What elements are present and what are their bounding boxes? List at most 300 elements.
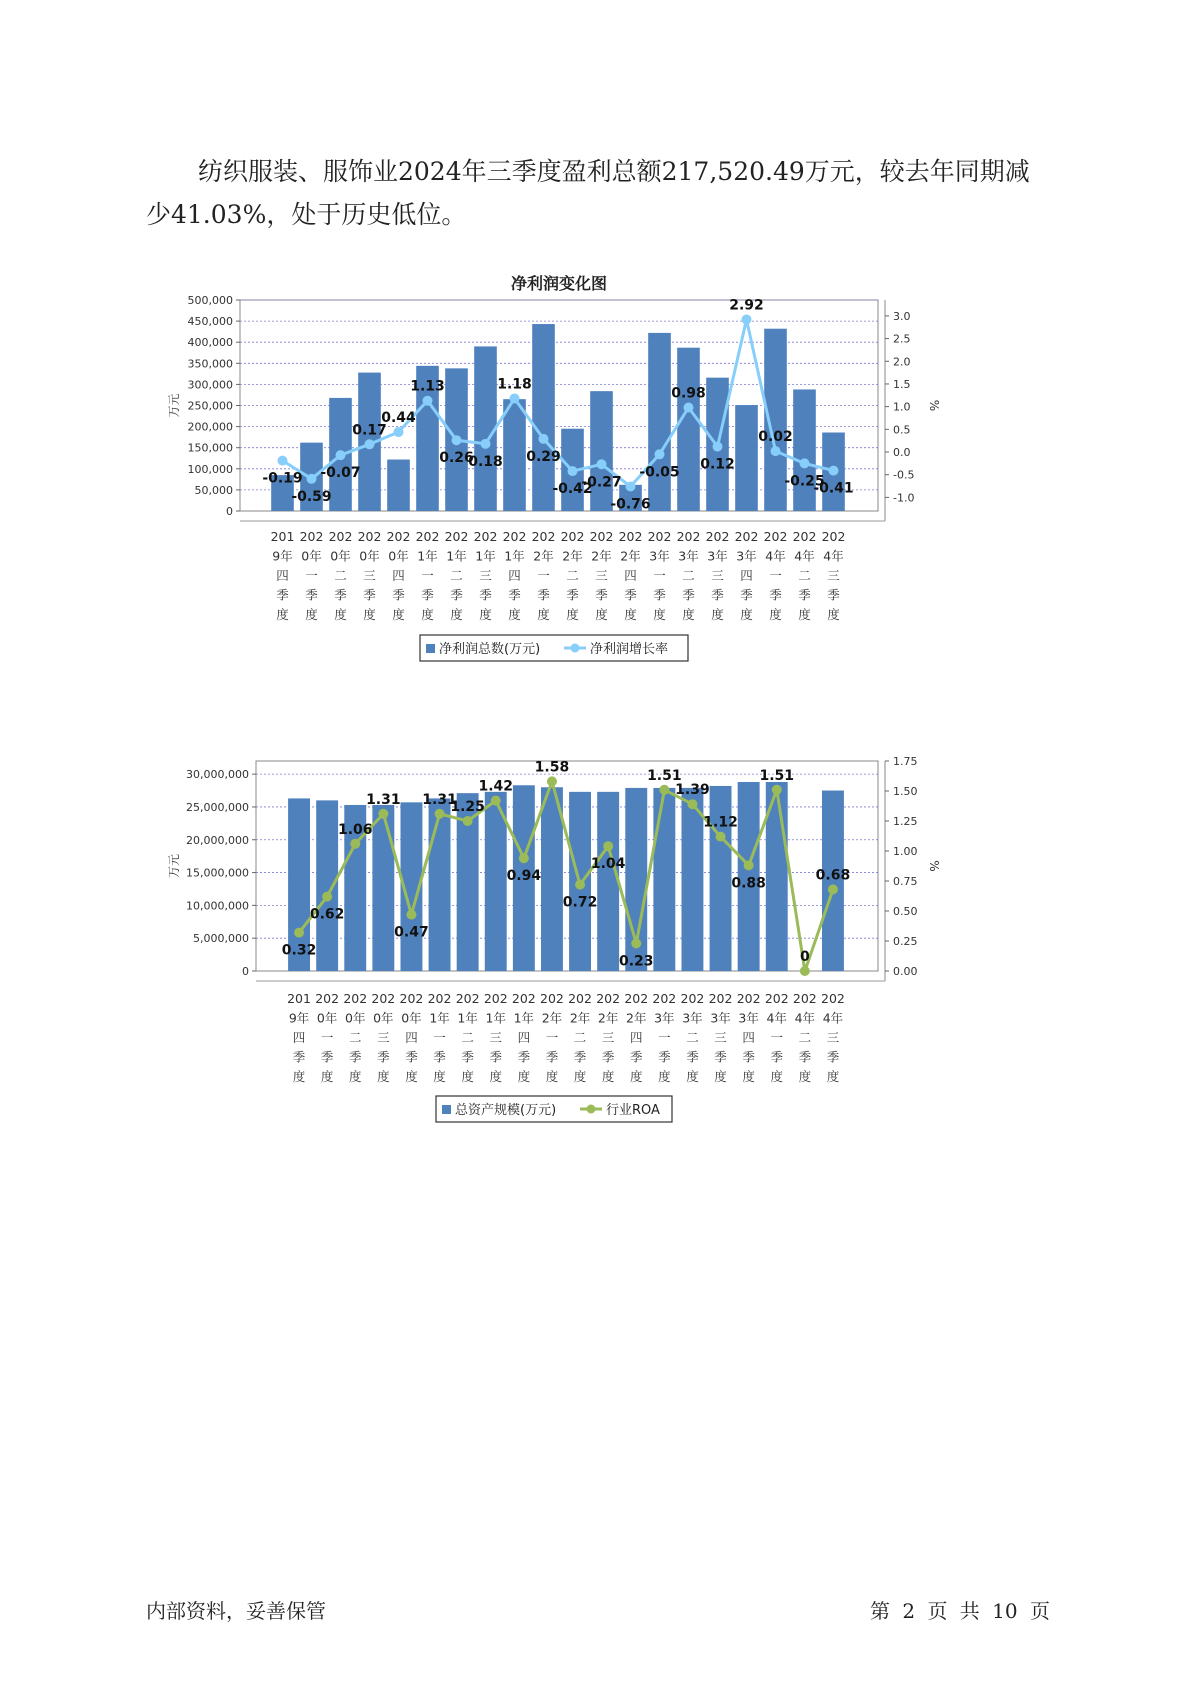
line-point [519, 853, 529, 863]
bar [677, 348, 700, 511]
y-tick-label: 450,000 [187, 315, 233, 329]
data-label: -0.05 [639, 464, 680, 481]
data-label: 0.32 [281, 942, 317, 959]
line-point [744, 860, 754, 870]
footer-page-number: 第 2 页 共 10 页 [870, 1599, 1050, 1623]
x-tick-label: 季 [770, 1049, 784, 1065]
x-tick-label: 季 [629, 1049, 643, 1065]
line-point [294, 928, 304, 938]
line-point [597, 459, 607, 469]
x-tick-label: 202 [483, 991, 508, 1006]
data-label: 1.51 [647, 767, 682, 784]
data-label: -0.76 [610, 496, 651, 513]
data-label: 1.51 [759, 767, 795, 784]
data-label: 0.47 [394, 924, 429, 941]
x-tick-label: 202 [589, 529, 614, 544]
line-point [510, 393, 520, 403]
x-tick-label: 二 [450, 568, 463, 583]
bar [316, 800, 338, 971]
x-tick-label: 4年 [822, 1010, 844, 1026]
x-tick-label: 0年 [316, 1010, 338, 1026]
x-tick-label: 202 [427, 991, 452, 1006]
legend-bar-label: 净利润总数(万元) [439, 642, 541, 657]
x-tick-label: 季 [508, 587, 521, 603]
x-tick-label: 度 [545, 1069, 559, 1084]
x-tick-label: 202 [455, 991, 480, 1006]
x-tick-label: 季 [292, 1049, 306, 1065]
x-tick-label: 三 [489, 1030, 503, 1045]
line-point [463, 816, 473, 826]
x-tick-label: 二 [573, 1030, 587, 1045]
x-tick-label: 4年 [766, 1010, 787, 1026]
x-tick-label: 度 [320, 1069, 334, 1084]
x-tick-label: 二 [682, 568, 695, 583]
x-tick-label: 3年 [738, 1010, 759, 1026]
x-tick-label: 季 [348, 1049, 362, 1065]
legend-bar-swatch [426, 644, 435, 653]
y2-tick-label: 1.75 [893, 755, 918, 768]
legend-line-marker [587, 1105, 596, 1114]
data-label: 0.17 [352, 422, 387, 439]
x-tick-label: 一 [658, 1030, 671, 1045]
x-tick-label: 季 [334, 587, 347, 603]
x-tick-label: 202 [328, 529, 353, 544]
x-tick-label: 四 [629, 1030, 643, 1045]
x-tick-label: 三 [479, 568, 492, 583]
x-tick-label: 三 [827, 568, 840, 583]
x-tick-label: 二 [461, 1030, 474, 1045]
line-point [800, 458, 810, 468]
bar [648, 333, 671, 511]
x-tick-label: 三 [711, 568, 724, 583]
y2-axis-label: % [927, 860, 941, 872]
y2-tick-label: 0.0 [893, 446, 911, 460]
x-tick-label: 季 [573, 1049, 587, 1065]
x-tick-label: 2年 [562, 548, 583, 564]
x-tick-label: 季 [545, 1049, 559, 1065]
y-tick-label: 0 [226, 505, 233, 518]
x-tick-label: 度 [827, 607, 840, 622]
x-tick-label: 202 [473, 529, 498, 544]
line-point [742, 315, 752, 325]
bar [735, 405, 758, 511]
bar [597, 792, 619, 971]
data-label: -0.42 [552, 481, 593, 498]
x-tick-label: 202 [680, 991, 705, 1006]
line-point [828, 884, 838, 894]
y2-tick-label: 3.0 [893, 309, 911, 323]
x-tick-label: 度 [517, 1069, 531, 1084]
line-point [684, 403, 694, 413]
line-point [713, 442, 723, 452]
x-tick-label: 度 [595, 607, 608, 622]
y-tick-label: 350,000 [187, 357, 233, 371]
x-tick-label: 度 [826, 1069, 840, 1084]
x-tick-label: 2年 [591, 548, 612, 564]
x-tick-label: 2年 [569, 1010, 591, 1026]
summary-paragraph [146, 150, 1046, 236]
x-tick-label: 0年 [359, 548, 380, 564]
bar [503, 399, 526, 511]
data-label: -0.25 [784, 473, 825, 490]
x-tick-label: 季 [421, 587, 434, 603]
x-tick-label: 度 [405, 1069, 418, 1084]
y-axis-label: 万元 [167, 853, 181, 879]
x-tick-label: 202 [624, 991, 649, 1006]
x-tick-label: 4年 [794, 1010, 816, 1026]
x-tick-label: 度 [377, 1069, 390, 1084]
line-point [655, 449, 665, 459]
line-point [829, 466, 839, 476]
x-tick-label: 202 [415, 529, 440, 544]
x-tick-label: 度 [658, 1069, 671, 1084]
y2-tick-label: 2.0 [893, 355, 911, 369]
x-tick-label: 3年 [649, 548, 670, 564]
y2-tick-label: 0.75 [893, 875, 918, 888]
line-point [322, 892, 332, 902]
x-tick-label: 202 [540, 991, 564, 1006]
x-tick-label: 季 [595, 587, 608, 603]
y2-tick-label: 1.5 [893, 377, 911, 391]
y2-tick-label: 1.25 [893, 815, 918, 828]
y-tick-label: 50,000 [194, 483, 233, 497]
x-tick-label: 4年 [765, 548, 786, 564]
x-tick-label: 度 [421, 607, 434, 622]
x-tick-label: 度 [566, 607, 579, 622]
x-tick-label: 202 [299, 529, 324, 544]
y2-tick-label: 0.00 [893, 965, 918, 978]
x-tick-label: 3年 [678, 548, 699, 564]
x-tick-label: 202 [705, 529, 730, 544]
bar [372, 805, 394, 971]
x-tick-label: 四 [517, 1030, 531, 1045]
x-tick-label: 0年 [301, 548, 322, 564]
legend [420, 635, 688, 661]
data-label: 1.04 [590, 856, 626, 873]
line-point [491, 796, 501, 806]
x-tick-label: 度 [305, 607, 318, 622]
x-tick-label: 4年 [823, 548, 844, 564]
data-label: 0.94 [506, 868, 542, 885]
x-tick-label: 季 [566, 587, 579, 603]
x-tick-label: 1年 [513, 1010, 535, 1026]
x-tick-label: 季 [489, 1049, 503, 1065]
x-tick-label: 二 [348, 1030, 362, 1045]
x-tick-label: 202 [652, 991, 677, 1006]
x-tick-label: 4年 [794, 548, 815, 564]
data-label: 0.68 [815, 867, 851, 884]
x-tick-label: 度 [714, 1069, 727, 1084]
data-label: 0.62 [309, 906, 345, 923]
x-tick-label: 二 [566, 568, 579, 583]
x-tick-label: 一 [653, 568, 666, 583]
y2-tick-label: 0.5 [893, 423, 911, 437]
x-tick-label: 季 [537, 587, 550, 603]
data-label: 1.31 [422, 791, 457, 808]
x-tick-label: 一 [770, 1030, 784, 1045]
x-tick-label: 202 [764, 991, 789, 1006]
x-tick-label: 度 [508, 607, 521, 622]
x-tick-label: 201 [270, 529, 295, 544]
x-tick-label: 度 [573, 1069, 587, 1084]
x-tick-label: 度 [770, 1069, 784, 1084]
line-point [716, 832, 726, 842]
x-tick-label: 202 [502, 529, 527, 544]
x-tick-label: 度 [624, 607, 637, 622]
x-tick-label: 202 [596, 991, 621, 1006]
x-tick-label: 季 [827, 587, 840, 603]
x-tick-label: 季 [363, 587, 376, 603]
x-tick-label: 季 [798, 587, 811, 603]
data-label: 2.92 [729, 297, 764, 314]
data-label: 1.12 [703, 814, 738, 831]
data-label: 1.13 [410, 378, 445, 395]
y2-tick-label: 1.00 [893, 845, 918, 858]
x-tick-label: 季 [433, 1049, 446, 1065]
x-tick-label: 202 [568, 991, 592, 1006]
y2-tick-label: 1.0 [893, 400, 911, 414]
x-tick-label: 二 [334, 568, 347, 583]
line-point [350, 839, 360, 849]
x-tick-label: 度 [798, 607, 811, 622]
x-tick-label: 季 [450, 587, 463, 603]
x-tick-label: 四 [392, 568, 405, 583]
x-tick-label: 一 [320, 1030, 334, 1045]
x-tick-label: 二 [798, 1030, 812, 1045]
line-point [365, 439, 375, 449]
x-tick-label: 度 [450, 607, 463, 622]
x-tick-label: 四 [405, 1030, 418, 1045]
x-tick-label: 季 [320, 1049, 334, 1065]
data-label: 0.18 [468, 453, 503, 470]
data-label: 1.31 [366, 791, 401, 808]
legend-bar-label: 总资产规模(万元) [455, 1103, 557, 1118]
x-tick-label: 9年 [272, 548, 293, 564]
data-label: 1.06 [337, 821, 373, 838]
x-tick-label: 9年 [288, 1010, 310, 1026]
x-tick-label: 度 [276, 607, 289, 622]
y-tick-label: 400,000 [187, 336, 233, 350]
x-tick-label: 季 [305, 587, 318, 603]
line-point [659, 785, 669, 795]
x-tick-label: 2年 [541, 1010, 563, 1026]
data-label: 0.88 [731, 875, 766, 892]
y2-axis-label: % [927, 399, 941, 412]
bar [429, 798, 451, 971]
x-tick-label: 季 [714, 1049, 727, 1065]
line-point [575, 880, 585, 890]
line-point [278, 456, 288, 466]
legend-line-label: 行业ROA [606, 1103, 660, 1118]
x-tick-label: 度 [601, 1069, 615, 1084]
x-tick-label: 202 [371, 991, 396, 1006]
x-tick-label: 度 [742, 1069, 755, 1084]
chart-svg [0, 755, 1191, 1190]
x-tick-label: 202 [386, 529, 411, 544]
x-tick-label: 202 [618, 529, 643, 544]
data-label: -0.27 [581, 474, 622, 491]
data-label: 0.23 [618, 953, 654, 970]
line-point [603, 841, 613, 851]
x-tick-label: 度 [686, 1069, 699, 1084]
x-tick-label: 季 [711, 587, 724, 603]
x-tick-label: 202 [708, 991, 733, 1006]
x-tick-label: 202 [315, 991, 340, 1006]
y-tick-label: 0 [242, 965, 249, 978]
footer-confidential: 内部资料，妥善保管 [146, 1599, 326, 1623]
x-tick-label: 季 [276, 587, 289, 603]
data-label: 1.39 [675, 782, 710, 799]
line-point [452, 435, 462, 445]
x-tick-label: 四 [292, 1030, 306, 1045]
data-label: -0.07 [320, 465, 361, 482]
x-tick-label: 三 [714, 1030, 727, 1045]
line-point [394, 427, 404, 437]
x-tick-label: 四 [740, 568, 753, 583]
x-tick-label: 度 [363, 607, 376, 622]
x-tick-label: 四 [624, 568, 637, 583]
x-tick-label: 3年 [654, 1010, 675, 1026]
x-tick-label: 季 [517, 1049, 531, 1065]
x-tick-label: 季 [658, 1049, 671, 1065]
x-tick-label: 1年 [457, 1010, 478, 1026]
x-tick-label: 度 [433, 1069, 446, 1084]
line-point [800, 966, 810, 976]
x-tick-label: 1年 [417, 548, 438, 564]
line-point [771, 446, 781, 456]
data-label: 1.58 [534, 759, 570, 776]
y2-tick-label: 1.50 [893, 785, 918, 798]
legend-line-label: 净利润增长率 [590, 642, 669, 657]
x-tick-label: 202 [444, 529, 469, 544]
x-tick-label: 三 [601, 1030, 615, 1045]
x-tick-label: 2年 [597, 1010, 619, 1026]
data-label: -0.59 [291, 488, 332, 505]
x-tick-label: 四 [508, 568, 521, 583]
x-tick-label: 一 [769, 568, 782, 583]
y-tick-label: 30,000,000 [186, 768, 249, 782]
bar [387, 460, 410, 511]
data-label: -0.19 [262, 470, 303, 487]
x-tick-label: 季 [682, 587, 695, 603]
bar [681, 788, 703, 971]
x-tick-label: 度 [292, 1069, 306, 1084]
x-tick-label: 202 [399, 991, 424, 1006]
x-tick-label: 季 [798, 1049, 812, 1065]
x-tick-label: 度 [348, 1069, 362, 1084]
x-tick-label: 202 [343, 991, 368, 1006]
x-tick-label: 202 [763, 529, 788, 544]
x-tick-label: 季 [601, 1049, 615, 1065]
y-tick-label: 25,000,000 [186, 800, 249, 814]
x-tick-label: 季 [479, 587, 492, 603]
x-tick-label: 季 [461, 1049, 474, 1065]
y-tick-label: 20,000,000 [186, 833, 249, 847]
y-tick-label: 500,000 [187, 294, 233, 307]
x-tick-label: 一 [433, 1030, 446, 1045]
line-point [626, 481, 636, 491]
x-tick-label: 度 [711, 607, 724, 622]
x-tick-label: 季 [686, 1049, 699, 1065]
x-tick-label: 2年 [620, 548, 641, 564]
data-label: 1.18 [497, 376, 532, 393]
summary-text: 纺织服装、服饰业2024年三季度盈利总额217,520.49万元，较去年同期减少41.03%，处于历史低位。 [146, 157, 1030, 229]
line-point [307, 474, 317, 484]
y-axis-label: 万元 [167, 393, 181, 418]
y-tick-label: 15,000,000 [186, 866, 249, 880]
data-label: 0.44 [381, 410, 416, 427]
x-tick-label: 度 [769, 607, 782, 622]
line-point [406, 910, 416, 920]
line-point [481, 439, 491, 449]
x-tick-label: 3年 [736, 548, 757, 564]
x-tick-label: 一 [537, 568, 550, 583]
x-tick-label: 季 [405, 1049, 418, 1065]
line-point [539, 434, 549, 444]
x-tick-label: 度 [629, 1069, 643, 1084]
y-tick-label: 150,000 [187, 441, 233, 455]
x-tick-label: 度 [537, 607, 550, 622]
x-tick-label: 度 [682, 607, 695, 622]
data-label: 0.98 [671, 385, 706, 402]
x-tick-label: 202 [647, 529, 672, 544]
data-label: 1.42 [478, 778, 514, 795]
x-tick-label: 0年 [388, 548, 409, 564]
legend-line-marker [571, 644, 580, 653]
x-tick-label: 202 [734, 529, 759, 544]
y-tick-label: 300,000 [187, 378, 233, 392]
x-tick-label: 季 [740, 587, 753, 603]
x-tick-label: 季 [624, 587, 637, 603]
x-tick-label: 1年 [485, 1010, 506, 1026]
y2-tick-label: -1.0 [893, 491, 915, 505]
bar [653, 788, 675, 971]
x-tick-label: 二 [686, 1030, 699, 1045]
y-tick-label: 10,000,000 [186, 899, 249, 913]
data-label: 0.29 [526, 448, 561, 465]
x-tick-label: 季 [826, 1049, 840, 1065]
x-tick-label: 202 [792, 991, 817, 1006]
x-tick-label: 一 [305, 568, 318, 583]
x-tick-label: 202 [560, 529, 585, 544]
x-tick-label: 0年 [373, 1010, 394, 1026]
x-tick-label: 一 [545, 1030, 559, 1045]
line-point [378, 809, 388, 819]
x-tick-label: 度 [740, 607, 753, 622]
line-point [687, 799, 697, 809]
x-tick-label: 度 [334, 607, 347, 622]
x-tick-label: 2年 [626, 1010, 647, 1026]
line-point [547, 776, 557, 786]
x-tick-label: 季 [377, 1049, 390, 1065]
x-tick-label: 1年 [446, 548, 467, 564]
x-tick-label: 0年 [330, 548, 351, 564]
x-tick-label: 四 [276, 568, 289, 583]
x-tick-label: 四 [742, 1030, 755, 1045]
data-label: -0.41 [813, 480, 854, 497]
x-tick-label: 0年 [401, 1010, 422, 1026]
x-tick-label: 3年 [682, 1010, 703, 1026]
x-tick-label: 202 [792, 529, 817, 544]
data-label: 0.12 [700, 456, 735, 473]
x-tick-label: 1年 [475, 548, 496, 564]
y-tick-label: 250,000 [187, 399, 233, 413]
x-tick-label: 季 [769, 587, 782, 603]
x-tick-label: 3年 [707, 548, 728, 564]
x-tick-label: 度 [653, 607, 666, 622]
chart-svg [0, 270, 1191, 710]
x-tick-label: 度 [461, 1069, 474, 1084]
